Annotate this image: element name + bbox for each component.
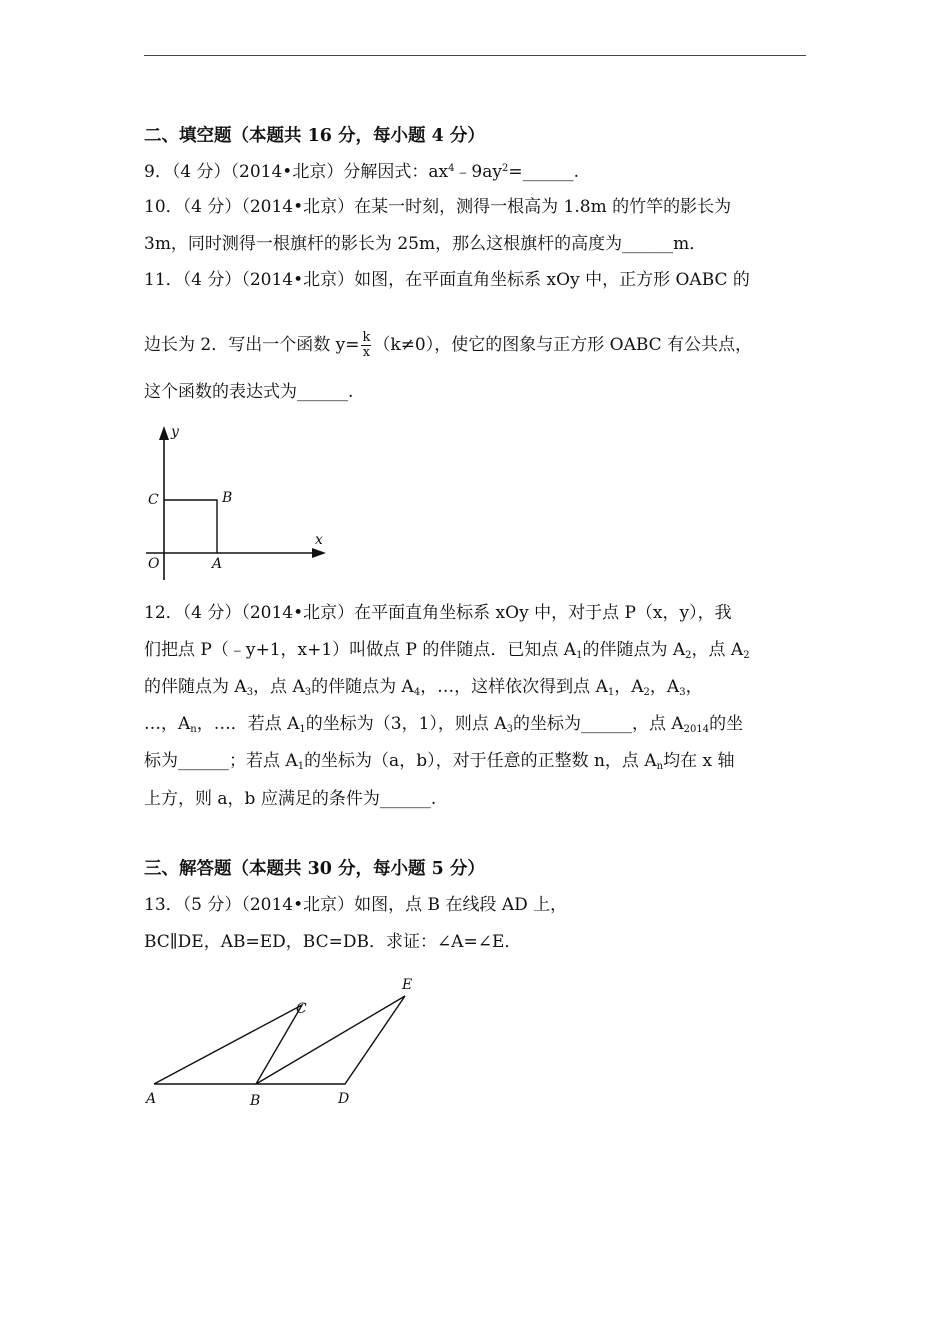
label-c: C bbox=[296, 1001, 307, 1017]
label-b: B bbox=[222, 490, 233, 506]
question-13-line-2: BC∥DE，AB=ED，BC=DB．求证：∠A=∠E． bbox=[144, 932, 522, 952]
label-a: A bbox=[212, 556, 223, 572]
label-c: C bbox=[148, 492, 159, 508]
question-11-line-1: 11．（4 分）（2014•北京）如图，在平面直角坐标系 xOy 中，正方形 OABC 的 bbox=[144, 270, 750, 290]
header-rule bbox=[144, 55, 806, 56]
question-12-line-1: 12．（4 分）（2014•北京）在平面直角坐标系 xOy 中，对于点 P（x，y），我 bbox=[144, 603, 732, 623]
question-10-line-2: 3m，同时测得一根旗杆的影长为 25m，那么这根旗杆的高度为______m． bbox=[144, 234, 707, 254]
triangle-bde bbox=[154, 996, 405, 1084]
y-axis-arrow bbox=[159, 426, 169, 440]
question-12-line-2: 们把点 P（﹣y+1，x+1）叫做点 P 的伴随点．已知点 $A_1$的伴随点为 $A_2$，点 $A_2$ bbox=[144, 640, 750, 661]
question-9: 9．（4 分）（2014•北京）分解因式：$ax^4﹣9ay^2=\_\_\_\_\_\_$. bbox=[144, 162, 580, 182]
question-12-line-3: 的伴随点为 $A_3$，点 $A_3$的伴随点为 $A_4$，…，这样依次得到点 $A_1$，$A_2$，$A_3$， bbox=[144, 677, 703, 698]
label-a: A bbox=[146, 1091, 157, 1107]
x-axis-arrow bbox=[312, 548, 326, 558]
label-o: O bbox=[148, 556, 160, 572]
question-12-line-4: …，$A_n$，…．若点 $A_1$的坐标为（3，1），则点 $A_3$的坐标为______，点 $A_{2014}$的坐 bbox=[144, 714, 744, 735]
question-12-line-5: 标为______；若点 $A_1$的坐标为（a，b），对于任意的正整数 n，点 $A_n$均在 x 轴 bbox=[144, 751, 735, 772]
square-oabc bbox=[164, 500, 217, 553]
fraction-k-over-x: $\frac{k}{x}$ bbox=[362, 330, 371, 360]
question-11-line-2: 边长为 2．写出一个函数 y= $\frac{k}{x}$ （k≠0），使它的图象与正方形 OABC 有公共点， bbox=[144, 330, 753, 360]
label-d: D bbox=[338, 1091, 350, 1107]
triangle-abc bbox=[154, 1005, 302, 1084]
label-x: x bbox=[315, 532, 323, 548]
question-11-line-3: 这个函数的表达式为______. bbox=[144, 382, 354, 402]
question-12-line-6: 上方，则 a，b 应满足的条件为______. bbox=[144, 789, 437, 809]
section-2-heading: 二、填空题（本题共 16 分，每小题 4 分） bbox=[144, 126, 485, 146]
label-y: y bbox=[171, 424, 179, 440]
section-3-heading: 三、解答题（本题共 30 分，每小题 5 分） bbox=[144, 859, 485, 879]
question-10-line-1: 10．（4 分）（2014•北京）在某一时刻，测得一根高为 1.8m 的竹竿的影长为 bbox=[144, 197, 732, 217]
figure-triangles-abc-bde bbox=[140, 970, 430, 1115]
figure-square-oabc bbox=[140, 420, 340, 585]
question-13-line-1: 13．（5 分）（2014•北京）如图，点 B 在线段 AD 上， bbox=[144, 895, 568, 915]
label-e: E bbox=[402, 977, 413, 993]
label-b: B bbox=[250, 1093, 261, 1109]
